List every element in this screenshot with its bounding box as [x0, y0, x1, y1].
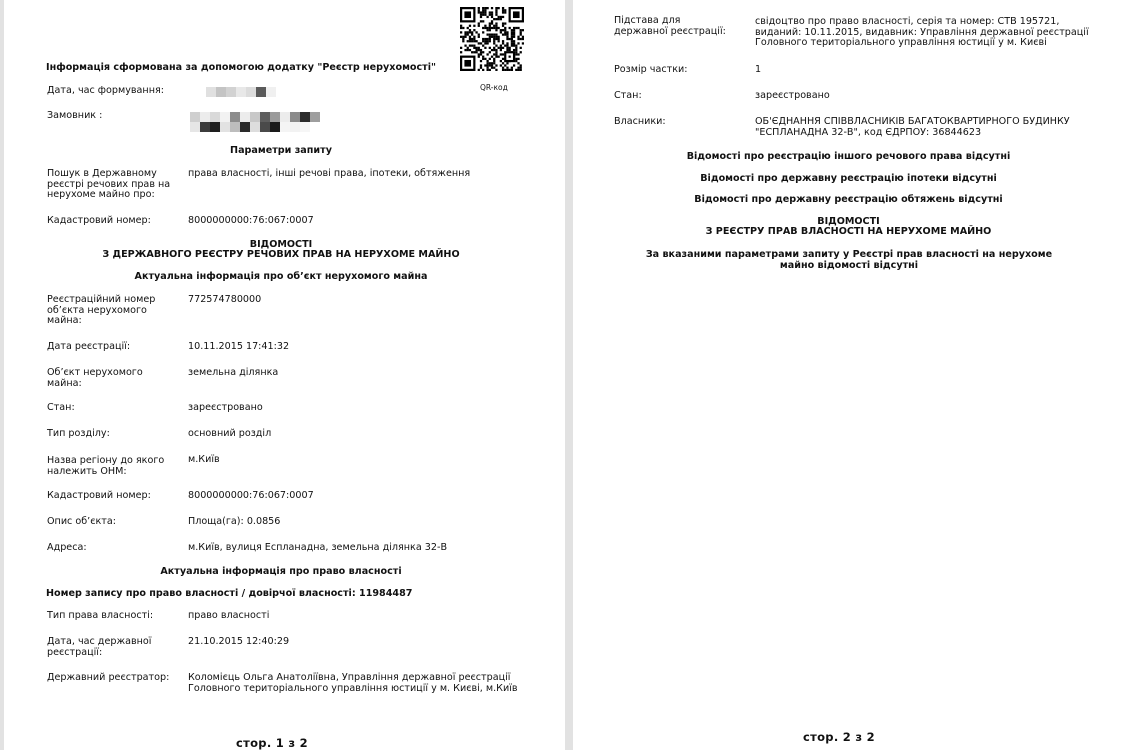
object-row-value: Площа(га): 0.0856: [188, 516, 281, 527]
object-row-label: Назва регіону до якого належить ОНМ:: [47, 455, 165, 477]
right-row-value: право власності: [188, 610, 270, 621]
redacted-customer: [190, 112, 320, 132]
record-title: Номер запису про право власності / довірчої власності: 11984487: [46, 588, 413, 599]
cadastral-value: 8000000000:76:067:0007: [188, 215, 314, 226]
note-encumbrance: Відомості про державну реєстрацію обтяжень відсутні: [694, 194, 1003, 205]
object-row-value: м.Київ: [188, 454, 220, 465]
right-row-value: 21.10.2015 12:40:29: [188, 636, 290, 647]
owner-row-value: 1: [755, 64, 762, 75]
search-value: права власності, інші речові права, іпотеки, обтяження: [188, 168, 471, 179]
page-number-2: стор. 2 з 2: [803, 730, 875, 744]
section2-title-2: З РЕЄСТРУ ПРАВ ВЛАСНОСТІ НА НЕРУХОМЕ МАЙНО: [705, 226, 992, 237]
owner-row-label: Власники:: [614, 116, 666, 127]
object-row-value: земельна ділянка: [188, 367, 279, 378]
object-row-label: Кадастровий номер:: [47, 490, 151, 501]
object-row-label: Стан:: [47, 402, 75, 413]
info-title: Інформація сформована за допомогою додатку "Реєстр нерухомості": [46, 62, 437, 73]
owner-row-value: зареєстровано: [755, 90, 830, 101]
object-row-label: Адреса:: [47, 542, 87, 553]
cadastral-label: Кадастровий номер:: [47, 215, 151, 226]
object-row-value: 772574780000: [188, 294, 262, 305]
page-number-1: стор. 1 з 2: [236, 736, 308, 750]
owner-row-label: Підстава для державної реєстрації:: [614, 15, 726, 37]
document-page-1: [4, 0, 565, 750]
qr-code: [460, 7, 524, 71]
object-row-value: 10.11.2015 17:41:32: [188, 341, 290, 352]
customer-label: Замовник :: [47, 110, 103, 121]
owner-row-value: свідоцтво про право власності, серія та номер: СТВ 195721, виданий: 10.11.2015, видавник: Управління державної реєстрації Головного територіального управління юстиції у м. Києві: [755, 16, 1089, 48]
owner-row-value: ОБ'ЄДНАННЯ СПІВВЛАСНИКІВ БАГАТОКВАРТИРНОГО БУДИНКУ "ЕСПЛАНАДНА 32-В", код ЄДРПОУ: 36844623: [755, 116, 1070, 138]
owner-row-label: Розмір частки:: [614, 64, 688, 75]
document-page-2: [573, 0, 1124, 750]
section-title-2: З ДЕРЖАВНОГО РЕЄСТРУ РЕЧОВИХ ПРАВ НА НЕРУХОМЕ МАЙНО: [102, 249, 460, 260]
right-row-label: Тип права власності:: [47, 610, 154, 621]
object-row-value: 8000000000:76:067:0007: [188, 490, 314, 501]
object-row-label: Реєстраційний номер об’єкта нерухомого майна:: [47, 294, 156, 326]
search-label: Пошук в Державному реєстрі речових прав на нерухоме майно про:: [47, 168, 171, 200]
section2-note: За вказаними параметрами запиту у Реєстрі прав власності на нерухоме майно відомості відсутні: [645, 249, 1053, 271]
section-title-1: ВІДОМОСТІ: [249, 239, 313, 250]
object-row-label: Дата реєстрації:: [47, 341, 131, 352]
section2-title-1: ВІДОМОСТІ: [817, 216, 880, 227]
object-row-label: Опис об’єкта:: [47, 516, 116, 527]
actual-object-title: Актуальна інформація про об’єкт нерухомого майна: [134, 271, 428, 282]
owner-row-label: Стан:: [614, 90, 642, 101]
object-row-label: Об’єкт нерухомого майна:: [47, 367, 143, 389]
object-row-label: Тип розділу:: [47, 428, 110, 439]
note-mortgage: Відомості про державну реєстрацію іпотеки відсутні: [700, 173, 997, 184]
object-row-value: м.Київ, вулиця Еспланадна, земельна ділянка 32-В: [188, 542, 448, 553]
redacted-date: [206, 86, 286, 98]
qr-label: QR-код: [480, 83, 508, 92]
generated-date-label: Дата, час формування:: [47, 85, 164, 96]
params-title: Параметри запиту: [230, 145, 332, 156]
object-row-value: зареєстровано: [188, 402, 263, 413]
actual-right-title: Актуальна інформація про право власності: [160, 566, 402, 577]
right-row-label: Державний реєстратор:: [47, 672, 170, 683]
object-row-value: основний розділ: [188, 428, 272, 439]
note-other-rights: Відомості про реєстрацію іншого речового права відсутні: [686, 151, 1011, 162]
right-row-label: Дата, час державної реєстрації:: [47, 636, 152, 658]
right-row-value: Коломієць Ольга Анатоліївна, Управління державної реєстрації Головного територіального управління юстиції у м. Києві, м.Київ: [188, 672, 518, 694]
